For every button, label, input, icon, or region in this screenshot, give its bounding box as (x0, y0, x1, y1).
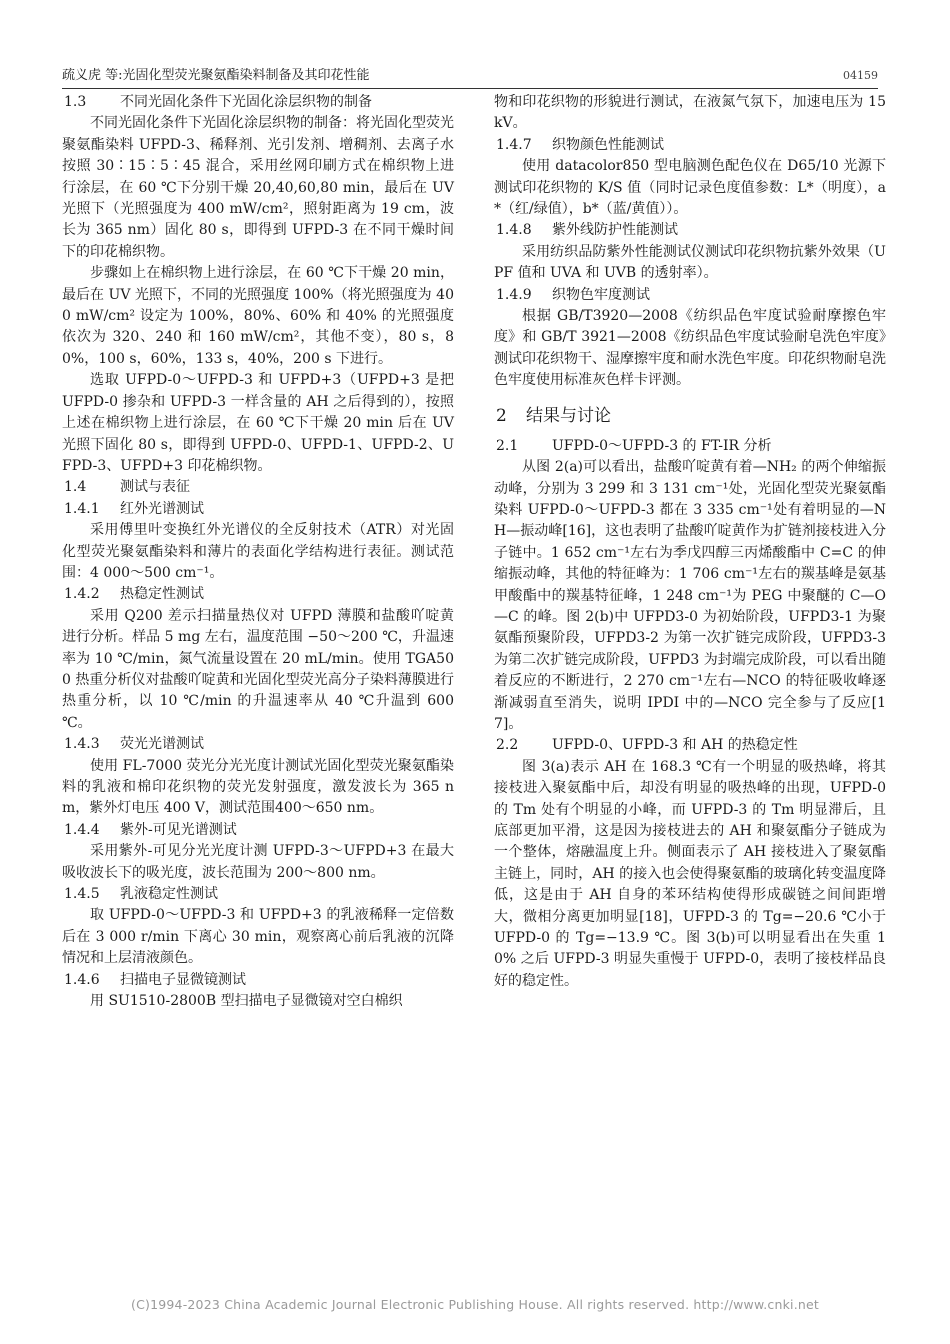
left-column (62, 92, 454, 1012)
paragraph-continued: 物和印花织物的形貌进行测试，在液氮气氛下，加速电压为 15 kV。 (494, 94, 886, 132)
paragraph: 使用 datacolor850 型电脑测色配色仪在 D65/10 光源下测试印花织物的 K/S 值（同时记录色度值参数：L*（明度），a*（红/绿值），b*（蓝/黄值））。 (494, 158, 886, 218)
paragraph: 从图 2(a)可以看出，盐酸吖啶黄有着—NH₂ 的两个伸缩振动峰，分别为 3 299 和 3 131 cm⁻¹处，光固化型荧光聚氨酯染料 UFPD-0～UFPD-3 都在 3 335 cm⁻¹处有着明显的—NH—振动峰[16]，这也表明了盐酸吖啶黄作为扩链剂接枝进入分子链中。1 652 cm⁻¹左右为季戊四醇三丙烯酸酯中 C=C 的伸缩振动峰，其他的特征峰为：1 706 cm⁻¹左右的羰基峰是氨基甲酸酯中的羰基特征峰，1 248 cm⁻¹为 PEG 中聚醚的 C—O—C 的峰。图 2(b)中 UFPD3-0 为初始阶段，UFPD3-1 为聚氨酯预聚阶段，UFPD3-2 为第一次扩链完成阶段，UFPD3-3 为第二次扩链完成阶段，UFPD3 为封端完成阶段，可以看出随着反应的不断进行，2 270 cm⁻¹左右—NCO 的特征吸收峰逐渐减弱直至消失，说明 IPDI 中的—NCO 完全参与了反应[17]。 (494, 459, 886, 732)
right-column (494, 92, 886, 992)
section-1-3-heading: 1.3 不同光固化条件下光固化涂层织物的制备 (64, 94, 372, 110)
section-1-4-8-heading: 1.4.8 紫外线防护性能测试 (496, 222, 678, 239)
section-1-4-1-heading: 1.4.1 红外光谱测试 (64, 500, 204, 517)
running-header (62, 66, 878, 89)
paragraph: 选取 UFPD-0～UFPD-3 和 UFPD+3（UFPD+3 是把 UFPD-0 掺杂和 UFPD-3 一样含量的 AH 之后得到的），按照上述在棉织物上进行涂层，在 60 ℃下干燥 20 min 后在 UV 光照下固化 80 s，即得到 UFPD-0、UFPD-1、UFPD-2、UFPD-3、UFPD+3 印花棉织物。 (62, 372, 454, 474)
paragraph: 采用 Q200 差示扫描量热仪对 UFPD 薄膜和盐酸吖啶黄进行分析。样品 5 mg 左右，温度范围 −50～200 ℃，升温速率为 10 ℃/min，氮气流量设置在 20 mL/min。使用 TGA500 热重分析仪对盐酸吖啶黄和光固化型荧光高分子染料薄膜进行热重分析，以 10 ℃/min 的升温速率从 40 ℃升温到 600 ℃。 (62, 607, 454, 731)
page-number: 04159 (843, 69, 878, 82)
section-1-4-heading: 1.4 测试与表征 (64, 479, 190, 496)
paragraph: 用 SU1510-2800B 型扫描电子显微镜对空白棉织 (90, 993, 403, 1010)
copyright-footer: (C)1994-2023 China Academic Journal Electronic Publishing House. All rights reserved. http://www.cnki.net (131, 1297, 819, 1312)
paragraph: 采用傅里叶变换红外光谱仪的全反射技术（ATR）对光固化型荧光聚氨酯染料和薄片的表面化学结构进行表征。测试范围：4 000～500 cm⁻¹。 (62, 522, 454, 581)
paragraph: 取 UFPD-0～UFPD-3 和 UFPD+3 的乳液稀释一定倍数后在 3 000 r/min 下离心 30 min，观察离心前后乳液的沉降情况和上层清液颜色。 (62, 907, 454, 967)
paragraph: 使用 FL-7000 荧光分光光度计测试光固化型荧光聚氨酯染料的乳液和棉印花织物的荧光发射强度，激发波长为 365 nm，紫外灯电压 400 V，测试范围400～650 nm。 (62, 757, 454, 817)
section-1-4-9-heading: 1.4.9 织物色牢度测试 (496, 286, 650, 303)
section-1-4-4-heading: 1.4.4 紫外-可见光谱测试 (64, 821, 237, 838)
paragraph: 采用紫外-可见分光光度计测 UFPD-3～UFPD+3 在最大吸收波长下的吸光度，波长范围为 200～800 nm。 (62, 843, 454, 881)
section-1-4-5-heading: 1.4.5 乳液稳定性测试 (64, 886, 218, 903)
section-1-4-6-heading: 1.4.6 扫描电子显微镜测试 (64, 971, 246, 988)
paragraph: 不同光固化条件下光固化涂层织物的制备：将光固化型荧光聚氨酯染料 UFPD-3、稀释剂、光引发剂、增稠剂、去离子水按照 30∶15∶5∶45 混合，采用丝网印刷方式在棉织物上进行涂层，在 60 ℃下分别干燥 20,40,60,80 min，最后在 UV 光照下（光照强度为 400 mW/cm²，照射距离为 19 cm，波长为 365 nm）固化 80 s，即得到 UFPD-3 在不同干燥时间下的印花棉织物。 (62, 115, 454, 260)
paragraph: 根据 GB/T3920—2008《纺织品色牢度试验耐摩擦色牢度》和 GB/T 3921—2008《纺织品色牢度试验耐皂洗色牢度》测试印花织物干、湿摩擦牢度和耐水洗色牢度。印花织物耐皂洗色牢度使用标准灰色样卡评测。 (494, 308, 886, 389)
paragraph: 步骤如上在棉织物上进行涂层，在 60 ℃下干燥 20 min，最后在 UV 光照下，不同的光照强度 100%（将光照强度为 400 mW/cm² 设定为 100%，80%、60% 和 40% 的光照强度依次为 320、240 和 160 mW/cm²，其他不变），80 s，80%，100 s，60%，133 s，40%，200 s 下进行。 (62, 265, 454, 367)
section-2-1-heading: 2.1 UFPD-0～UFPD-3 的 FT-IR 分析 (496, 437, 772, 454)
section-1-4-7-heading: 1.4.7 织物颜色性能测试 (496, 136, 664, 153)
section-2-2-heading: 2.2 UFPD-0、UFPD-3 和 AH 的热稳定性 (496, 737, 798, 754)
section-1-4-3-heading: 1.4.3 荧光光谱测试 (64, 736, 204, 753)
section-2-heading: 2 结果与讨论 (496, 405, 611, 426)
paragraph: 图 3(a)表示 AH 在 168.3 ℃有一个明显的吸热峰，将其接枝进入聚氨酯中后，却没有明显的吸热峰的出现，UFPD-0 的 Tm 处有个明显的小峰，而 UFPD-3 的 Tm 明显滞后，且底部更加平滑，这是因为接枝进去的 AH 和聚氨酯分子链成为一个整体，熔融温度上升。侧面表示了 AH 接枝进入了聚氨酯主链上，同时，AH 的接入也会使得聚氨酯的玻璃化转变温度降低，这是由于 AH 自身的苯环结构使得形成碳链之间间距增大，微相分离更加明显[18]，UFPD-3 的 Tg=−20.6 ℃小于 UFPD-0 的 Tg=−13.9 ℃。图 3(b)可以明显看出在失重 10% 之后 UFPD-3 明显失重慢于 UFPD-0，表明了接枝样品良好的稳定性。 (494, 758, 886, 989)
section-1-4-2-heading: 1.4.2 热稳定性测试 (64, 586, 204, 603)
header-author-title: 疏义虎 等:光固化型荧光聚氨酯染料制备及其印花性能 (62, 68, 370, 83)
paragraph: 采用纺织品防紫外性能测试仪测试印花织物抗紫外效果（UPF 值和 UVA 和 UVB 的透射率）。 (494, 243, 886, 282)
